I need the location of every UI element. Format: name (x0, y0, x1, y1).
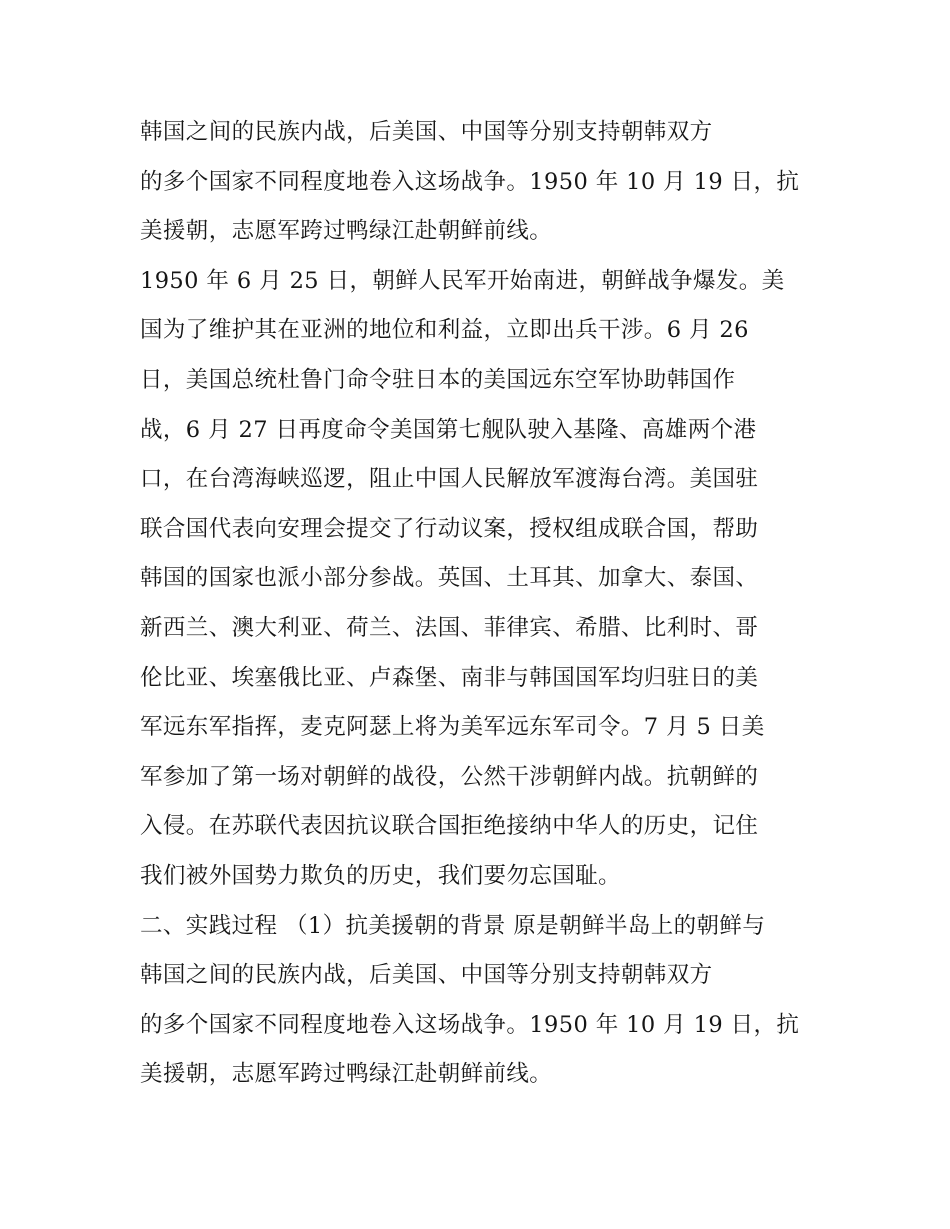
text-line: 日，美国总统杜鲁门命令驻日本的美国远东空军协助韩国作 (140, 366, 736, 393)
text-line: 韩国之间的民族内战，后美国、中国等分别支持朝韩双方 (140, 962, 713, 989)
text-line: 国为了维护其在亚洲的地位和利益，立即出兵干涉。6 月 26 (140, 317, 749, 344)
document-text-body (140, 108, 820, 1100)
text-line: 1950 年 6 月 25 日，朝鲜人民军开始南进，朝鲜战争爆发。美 (140, 267, 785, 294)
text-line: 美援朝，志愿军跨过鸭绿江赴朝鲜前线。 (140, 1061, 553, 1088)
section-heading-line: 二、实践过程 （1）抗美援朝的背景 原是朝鲜半岛上的朝鲜与 (140, 912, 766, 939)
text-line: 口，在台湾海峡巡逻，阻止中国人民解放军渡海台湾。美国驻 (140, 466, 759, 493)
text-line: 美援朝，志愿军跨过鸭绿江赴朝鲜前线。 (140, 218, 553, 245)
text-line: 联合国代表向安理会提交了行动议案，授权组成联合国，帮助 (140, 515, 759, 542)
text-line: 韩国之间的民族内战，后美国、中国等分别支持朝韩双方 (140, 119, 713, 145)
text-line: 的多个国家不同程度地卷入这场战争。1950 年 10 月 19 日，抗 (140, 168, 800, 195)
text-line: 战，6 月 27 日再度命令美国第七舰队驶入基隆、高雄两个港 (140, 416, 757, 443)
text-line: 新西兰、澳大利亚、荷兰、法国、菲律宾、希腊、比利时、哥 (140, 614, 759, 641)
text-line: 的多个国家不同程度地卷入这场战争。1950 年 10 月 19 日，抗 (140, 1011, 800, 1038)
text-line: 入侵。在苏联代表因抗议联合国拒绝接纳中华人的历史，记住 (140, 813, 759, 840)
text-line: 韩国的国家也派小部分参战。英国、土耳其、加拿大、泰国、 (140, 565, 759, 592)
text-line: 伦比亚、埃塞俄比亚、卢森堡、南非与韩国国军均归驻日的美 (140, 664, 759, 691)
text-line: 军远东军指挥，麦克阿瑟上将为美军远东军司令。7 月 5 日美 (140, 714, 765, 741)
text-line: 军参加了第一场对朝鲜的战役，公然干涉朝鲜内战。抗朝鲜的 (140, 763, 759, 790)
text-line: 我们被外国势力欺负的历史，我们要勿忘国耻。 (140, 862, 621, 889)
